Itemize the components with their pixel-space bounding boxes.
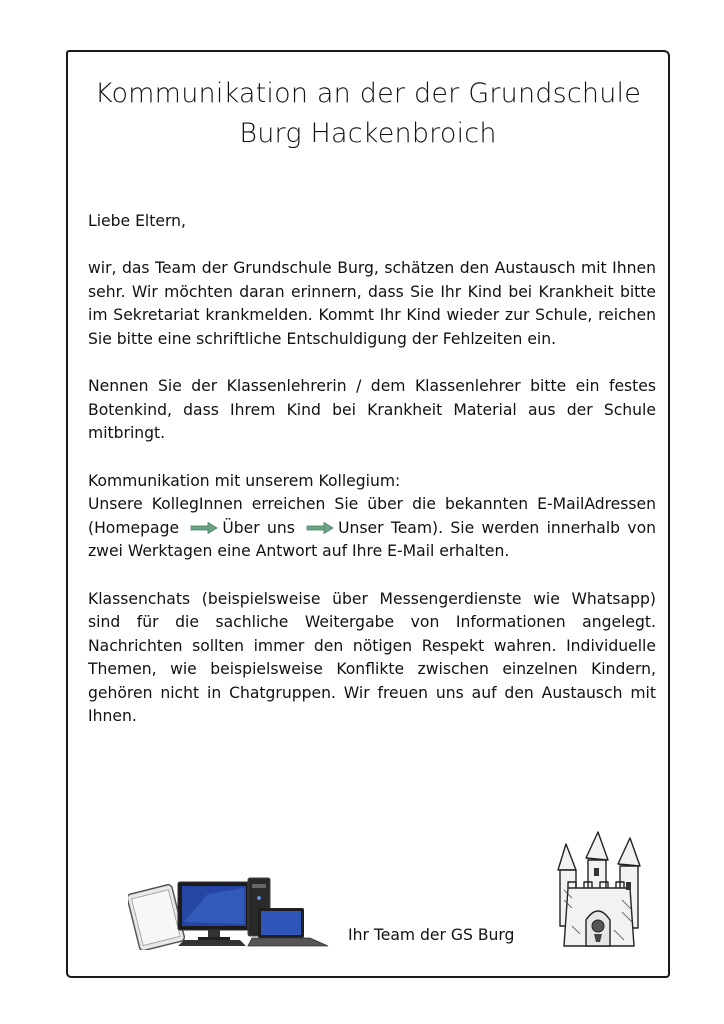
castle-icon <box>550 830 646 950</box>
path-step-team: Unser Team). Sie werden innerhalb von zwei Werktagen eine Antwort auf Ihre E-Mail erhalten. <box>88 518 656 561</box>
arrow-right-icon <box>190 522 218 534</box>
paragraph-staff-communication <box>88 470 656 564</box>
title-line-1: Kommunikation an der der Grundschule <box>94 78 642 109</box>
computer-devices-icon <box>128 874 333 950</box>
paragraph-messenger-child: Nennen Sie der Klassenlehrerin / dem Klassenlehrer bitte ein festes Botenkind, dass Ihrem Kind bei Krankheit Material aus der Schule mitbringt. <box>88 377 656 443</box>
arrow-right-icon <box>306 522 334 534</box>
staff-communication-heading: Kommunikation mit unserem Kollegium: <box>88 471 401 490</box>
paragraph-class-chats: Klassenchats (beispielsweise über Messengerdienste wie Whatsapp) sind für die sachliche Weitergabe von Informationen angelegt. Nachrichten sollten immer den nötigen Respekt wahren. Individuelle Themen, wie beispielsweise Konflikte zwischen einzelnen Kindern, gehören nicht in Chatgruppen. Wir freuen uns auf den Austausch mit Ihnen. <box>88 589 656 726</box>
staff-communication-text: Unsere KollegInnen erreichen Sie über die bekannten E-MailAdressen (Homepage <box>88 495 656 537</box>
path-step-about-us: Über uns <box>222 518 295 537</box>
page-title <box>66 74 670 154</box>
paragraph-sick-notice: wir, das Team der Grundschule Burg, schätzen den Austausch mit Ihnen sehr. Wir möchten daran erinnern, dass Sie Ihr Kind bei Krankheit bitte im Sekretariat krankmelden. Kommt Ihr Kind wieder zur Schule, reichen Sie bitte eine schriftliche Entschuldigung der Fehlzeiten ein. <box>88 259 656 348</box>
greeting: Liebe Eltern, <box>88 212 186 230</box>
letter-body <box>88 210 656 753</box>
signature: Ihr Team der GS Burg <box>348 926 515 944</box>
title-line-2: Burg Hackenbroich <box>239 118 497 149</box>
